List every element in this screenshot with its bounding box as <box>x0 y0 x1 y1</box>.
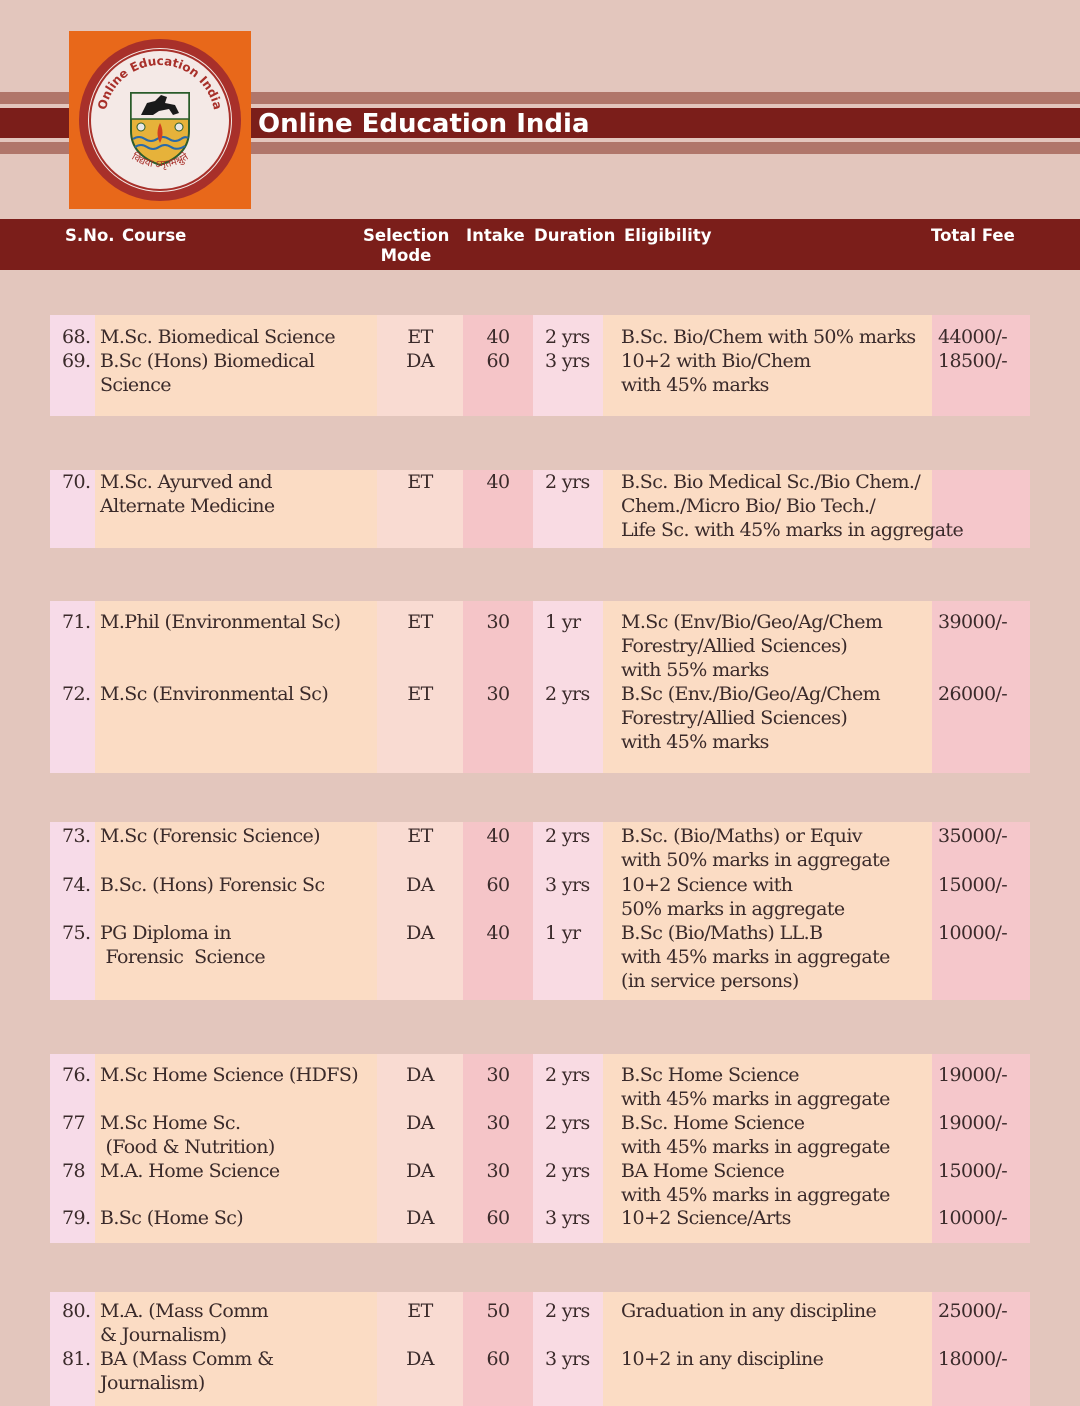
row-fee: 10000/- <box>938 922 1008 944</box>
eligibility-line: with 45% marks in aggregate <box>621 1088 890 1110</box>
row-fee: 35000/- <box>938 825 1008 847</box>
row-eligibility <box>621 610 882 682</box>
row-mode: ET <box>407 1300 433 1322</box>
table-header <box>0 219 1080 270</box>
row-fee: 15000/- <box>938 874 1008 896</box>
row-course <box>100 325 335 349</box>
course-block <box>50 1054 1030 1243</box>
row-mode: DA <box>406 1207 434 1229</box>
eligibility-line: with 45% marks in aggregate <box>621 946 890 968</box>
eligibility-line: B.Sc (Env./Bio/Geo/Ag/Chem <box>621 683 881 705</box>
col-bg-sno <box>50 822 95 1000</box>
course-line: Science <box>100 374 171 396</box>
course-line: Forensic Science <box>100 946 266 968</box>
logo <box>69 31 251 209</box>
course-line: M.A. Home Science <box>100 1160 280 1182</box>
row-duration: 2 yrs <box>545 1064 590 1086</box>
row-duration: 1 yr <box>545 922 581 944</box>
row-course <box>100 1299 268 1347</box>
row-sno: 76. <box>62 1064 91 1086</box>
course-block <box>50 315 1030 416</box>
row-mode: ET <box>407 326 433 348</box>
course-line: B.Sc (Hons) Biomedical <box>100 350 315 372</box>
row-eligibility <box>621 1159 890 1207</box>
col-bg-mode <box>377 822 463 1000</box>
course-line: M.Sc Home Sc. <box>100 1112 241 1134</box>
logo-motto-text: विद्यया ऽमृतमश्नुते <box>129 151 191 171</box>
row-mode: DA <box>406 1348 434 1370</box>
row-intake: 60 <box>486 350 510 372</box>
row-intake: 40 <box>486 471 510 493</box>
row-fee: 39000/- <box>938 611 1008 633</box>
eligibility-line: 10+2 in any discipline <box>621 1348 824 1370</box>
row-intake: 30 <box>486 1064 510 1086</box>
course-line: & Journalism) <box>100 1324 227 1346</box>
course-line: PG Diploma in <box>100 922 231 944</box>
header-selection-line1: Selection <box>363 226 450 245</box>
row-course <box>100 1347 273 1395</box>
row-duration: 2 yrs <box>545 1300 590 1322</box>
eligibility-line: B.Sc (Bio/Maths) LL.B <box>621 922 823 944</box>
eligibility-line: with 45% marks <box>621 731 769 753</box>
col-bg-course <box>95 822 377 1000</box>
row-course <box>100 824 320 848</box>
row-sno: 78 <box>62 1160 85 1182</box>
row-duration: 2 yrs <box>545 1160 590 1182</box>
row-eligibility <box>621 824 890 872</box>
brand-title: Online Education India <box>258 109 590 139</box>
eligibility-line: Graduation in any discipline <box>621 1300 877 1322</box>
row-fee: 18500/- <box>938 350 1008 372</box>
course-line: B.Sc (Home Sc) <box>100 1207 244 1229</box>
course-line: M.Sc (Forensic Science) <box>100 825 320 847</box>
eligibility-line: 10+2 Science/Arts <box>621 1207 791 1229</box>
row-course <box>100 1063 358 1087</box>
course-line: M.Sc Home Science (HDFS) <box>100 1064 359 1086</box>
eligibility-line: B.Sc Home Science <box>621 1064 799 1086</box>
row-eligibility <box>621 873 845 921</box>
eligibility-line: Forestry/Allied Sciences) <box>621 707 848 729</box>
row-sno: 80. <box>62 1300 91 1322</box>
eligibility-line: M.Sc (Env/Bio/Geo/Ag/Chem <box>621 611 883 633</box>
row-mode: DA <box>406 922 434 944</box>
row-mode: DA <box>406 1112 434 1134</box>
eligibility-line: B.Sc. Bio Medical Sc./Bio Chem./ <box>621 471 921 493</box>
course-line: M.Sc (Environmental Sc) <box>100 683 329 705</box>
row-mode: ET <box>407 825 433 847</box>
row-eligibility <box>621 1299 876 1323</box>
row-sno: 74. <box>62 874 91 896</box>
eligibility-line: B.Sc. Home Science <box>621 1112 805 1134</box>
row-sno: 79. <box>62 1207 91 1229</box>
row-duration: 2 yrs <box>545 326 590 348</box>
row-eligibility <box>621 682 880 754</box>
row-intake: 30 <box>486 683 510 705</box>
course-line: Alternate Medicine <box>100 495 275 517</box>
row-sno: 68. <box>62 326 91 348</box>
course-line: BA (Mass Comm & <box>100 1348 274 1370</box>
course-line: (Food & Nutrition) <box>100 1136 275 1158</box>
row-eligibility <box>621 1347 823 1371</box>
row-intake: 30 <box>486 1112 510 1134</box>
eligibility-line: Life Sc. with 45% marks in aggregate <box>621 519 964 541</box>
row-intake: 60 <box>486 1348 510 1370</box>
eligibility-line: with 50% marks in aggregate <box>621 849 890 871</box>
row-duration: 3 yrs <box>545 874 590 896</box>
row-fee: 15000/- <box>938 1160 1008 1182</box>
course-line: M.Phil (Environmental Sc) <box>100 611 341 633</box>
course-block <box>50 822 1030 1000</box>
eligibility-line: Chem./Micro Bio/ Bio Tech./ <box>621 495 876 517</box>
row-course <box>100 1111 275 1159</box>
course-line: M.Sc. Ayurved and <box>100 471 272 493</box>
course-block <box>50 1292 1030 1406</box>
row-mode: DA <box>406 1160 434 1182</box>
header-intake: Intake <box>466 226 525 245</box>
row-intake: 50 <box>486 1300 510 1322</box>
row-mode: ET <box>407 471 433 493</box>
row-eligibility <box>621 1063 890 1111</box>
course-line: Journalism) <box>100 1372 205 1394</box>
eligibility-line: (in service persons) <box>621 970 799 992</box>
row-course <box>100 921 265 969</box>
row-fee: 10000/- <box>938 1207 1008 1229</box>
header-selection-mode <box>363 226 449 266</box>
row-sno: 81. <box>62 1348 91 1370</box>
row-fee: 44000/- <box>938 326 1008 348</box>
row-mode: DA <box>406 350 434 372</box>
row-eligibility <box>621 1111 890 1159</box>
row-intake: 40 <box>486 326 510 348</box>
row-fee: 19000/- <box>938 1064 1008 1086</box>
col-bg-duration <box>533 822 603 1000</box>
row-mode: DA <box>406 1064 434 1086</box>
row-fee: 19000/- <box>938 1112 1008 1134</box>
course-line: B.Sc. (Hons) Forensic Sc <box>100 874 325 896</box>
header-duration: Duration <box>534 226 616 245</box>
row-duration: 2 yrs <box>545 825 590 847</box>
row-intake: 40 <box>486 922 510 944</box>
eligibility-line: B.Sc. Bio/Chem with 50% marks <box>621 326 916 348</box>
course-block <box>50 470 1030 548</box>
row-sno: 71. <box>62 611 91 633</box>
row-intake: 30 <box>486 611 510 633</box>
eligibility-line: B.Sc. (Bio/Maths) or Equiv <box>621 825 862 847</box>
row-eligibility <box>621 325 916 349</box>
row-duration: 2 yrs <box>545 683 590 705</box>
row-eligibility <box>621 1206 791 1230</box>
row-sno: 77 <box>62 1112 85 1134</box>
row-duration: 3 yrs <box>545 1207 590 1229</box>
eligibility-line: BA Home Science <box>621 1160 785 1182</box>
row-duration: 3 yrs <box>545 350 590 372</box>
row-fee: 18000/- <box>938 1348 1008 1370</box>
eligibility-line: 10+2 Science with <box>621 874 793 896</box>
eligibility-line: Forestry/Allied Sciences) <box>621 635 848 657</box>
eligibility-line: with 45% marks in aggregate <box>621 1184 890 1206</box>
header-total-fee: Total Fee <box>931 226 1015 245</box>
eligibility-line: with 45% marks <box>621 374 769 396</box>
row-duration: 2 yrs <box>545 471 590 493</box>
eligibility-line: 10+2 with Bio/Chem <box>621 350 811 372</box>
row-duration: 3 yrs <box>545 1348 590 1370</box>
row-fee: 25000/- <box>938 1300 1008 1322</box>
header-selection-line2: Mode <box>380 246 432 265</box>
col-bg-fee <box>932 822 1030 1000</box>
row-eligibility <box>621 349 811 397</box>
row-course <box>100 873 325 897</box>
row-fee: 26000/- <box>938 683 1008 705</box>
row-mode: DA <box>406 874 434 896</box>
header-course: Course <box>122 226 187 245</box>
row-intake: 40 <box>486 825 510 847</box>
course-line: M.A. (Mass Comm <box>100 1300 269 1322</box>
row-sno: 69. <box>62 350 91 372</box>
header-eligibility: Eligibility <box>624 226 712 245</box>
row-eligibility <box>621 470 963 542</box>
row-duration: 1 yr <box>545 611 581 633</box>
row-intake: 30 <box>486 1160 510 1182</box>
row-intake: 60 <box>486 1207 510 1229</box>
row-sno: 73. <box>62 825 91 847</box>
row-course <box>100 349 314 397</box>
eligibility-line: with 45% marks in aggregate <box>621 1136 890 1158</box>
row-course <box>100 1159 280 1183</box>
logo-emblem-icon <box>69 31 251 209</box>
row-sno: 70. <box>62 471 91 493</box>
header-sno: S.No. <box>65 226 115 245</box>
course-line: M.Sc. Biomedical Science <box>100 326 335 348</box>
col-bg-intake <box>463 822 533 1000</box>
eligibility-line: 50% marks in aggregate <box>621 898 845 920</box>
row-course <box>100 610 340 634</box>
row-duration: 2 yrs <box>545 1112 590 1134</box>
row-course <box>100 682 328 706</box>
row-mode: ET <box>407 683 433 705</box>
logo-ring-text: Online Education India <box>95 54 225 112</box>
row-intake: 60 <box>486 874 510 896</box>
row-mode: ET <box>407 611 433 633</box>
row-sno: 72. <box>62 683 91 705</box>
eligibility-line: with 55% marks <box>621 659 769 681</box>
row-course <box>100 470 275 518</box>
row-sno: 75. <box>62 922 91 944</box>
row-course <box>100 1206 243 1230</box>
row-eligibility <box>621 921 890 993</box>
course-block <box>50 601 1030 773</box>
